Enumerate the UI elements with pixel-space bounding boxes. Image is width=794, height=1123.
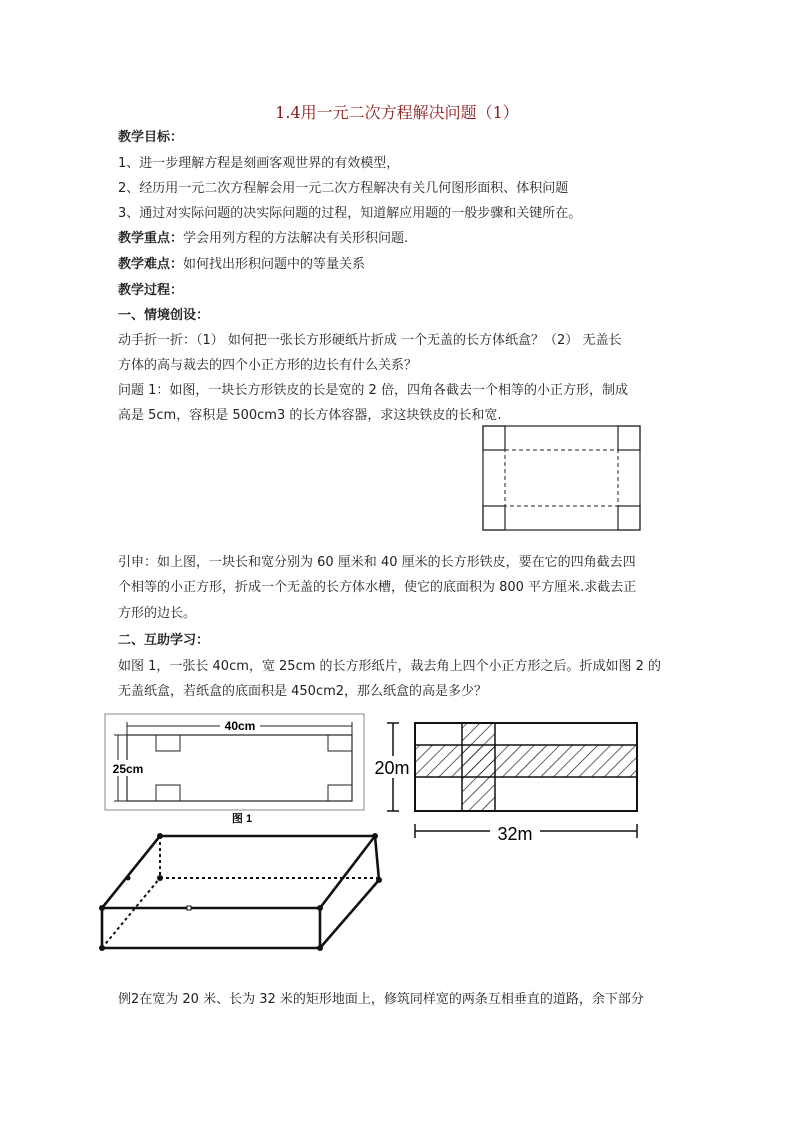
activity-line-2: 方体的高与裁去的四个小正方形的边长有什么关系？ bbox=[118, 358, 418, 373]
example2-line: 例2在宽为 20 米、长为 32 米的矩形地面上，修筑同样宽的两条互相垂直的道路，余下部分 bbox=[118, 992, 644, 1007]
page-title: 1.4用一元二次方程解决问题（1） bbox=[275, 103, 519, 122]
road-figure bbox=[370, 718, 645, 853]
key-point-label: 教学重点： bbox=[118, 231, 184, 246]
difficulty-label: 教学难点： bbox=[118, 257, 184, 272]
fig1-problem-line-1: 如图 1，一张长 40cm，宽 25cm 的长方形纸片，裁去角上四个小正方形之后。折成如图 2 的 bbox=[118, 659, 662, 674]
difficulty-text: 如何找出形积问题中的等量关系 bbox=[183, 257, 366, 272]
objective-2: 2、经历用一元二次方程解会用一元二次方程解决有关几何图形面积、体积问题 bbox=[118, 181, 569, 196]
intro-line-2: 个相等的小正方形，折成一个无盖的长方体水槽，使它的底面积为 800 平方厘米.求截去正 bbox=[118, 580, 637, 595]
difficulty bbox=[118, 255, 678, 275]
fig1-problem-line-2: 无盖纸盒，若纸盒的底面积是 450cm2，那么纸盒的高是多少？ bbox=[118, 684, 488, 699]
objectives-heading: 教学目标： bbox=[118, 130, 184, 145]
key-point-text: 学会用列方程的方法解决有关形积问题. bbox=[183, 231, 409, 246]
road-height-label: 20m bbox=[374, 758, 410, 778]
objective-3: 3、通过对实际问题的决实际问题的过程，知道解应用题的一般步骤和关键所在。 bbox=[118, 206, 582, 221]
section2-heading: 二、互助学习： bbox=[118, 633, 210, 648]
fig1-caption: 图 1 bbox=[231, 813, 253, 825]
fig1-height-label: 25cm bbox=[112, 762, 144, 776]
process-heading: 教学过程： bbox=[118, 283, 184, 298]
intro-line-1: 引申：如上图，一块长和宽分别为 60 厘米和 40 厘米的长方形铁皮，要在它的四角截去四 bbox=[118, 555, 636, 570]
intro-line-3: 方形的边长。 bbox=[118, 606, 197, 621]
problem1-line-2: 高是 5cm，容积是 500cm3 的长方体容器，求这块铁皮的长和宽. bbox=[118, 408, 502, 423]
fig1-width-label: 40cm bbox=[224, 719, 256, 733]
problem1-line-1: 问题 1：如图，一块长方形铁皮的长是宽的 2 倍，四角各截去一个相等的小正方形，制成 bbox=[118, 383, 628, 398]
activity-line-1: 动手折一折：（1） 如何把一张长方形硬纸片折成 一个无盖的长方体纸盒？（2） 无盖长 bbox=[118, 333, 622, 348]
objective-1: 1、进一步理解方程是刻画客观世界的有效模型， bbox=[118, 156, 400, 171]
sheet-corner-figure bbox=[482, 425, 642, 533]
key-point bbox=[118, 229, 678, 249]
figure-1 bbox=[104, 713, 366, 825]
section1-heading: 一、情境创设： bbox=[118, 308, 210, 323]
figure-2-open-box bbox=[95, 828, 387, 956]
road-width-label: 32m bbox=[497, 824, 533, 844]
